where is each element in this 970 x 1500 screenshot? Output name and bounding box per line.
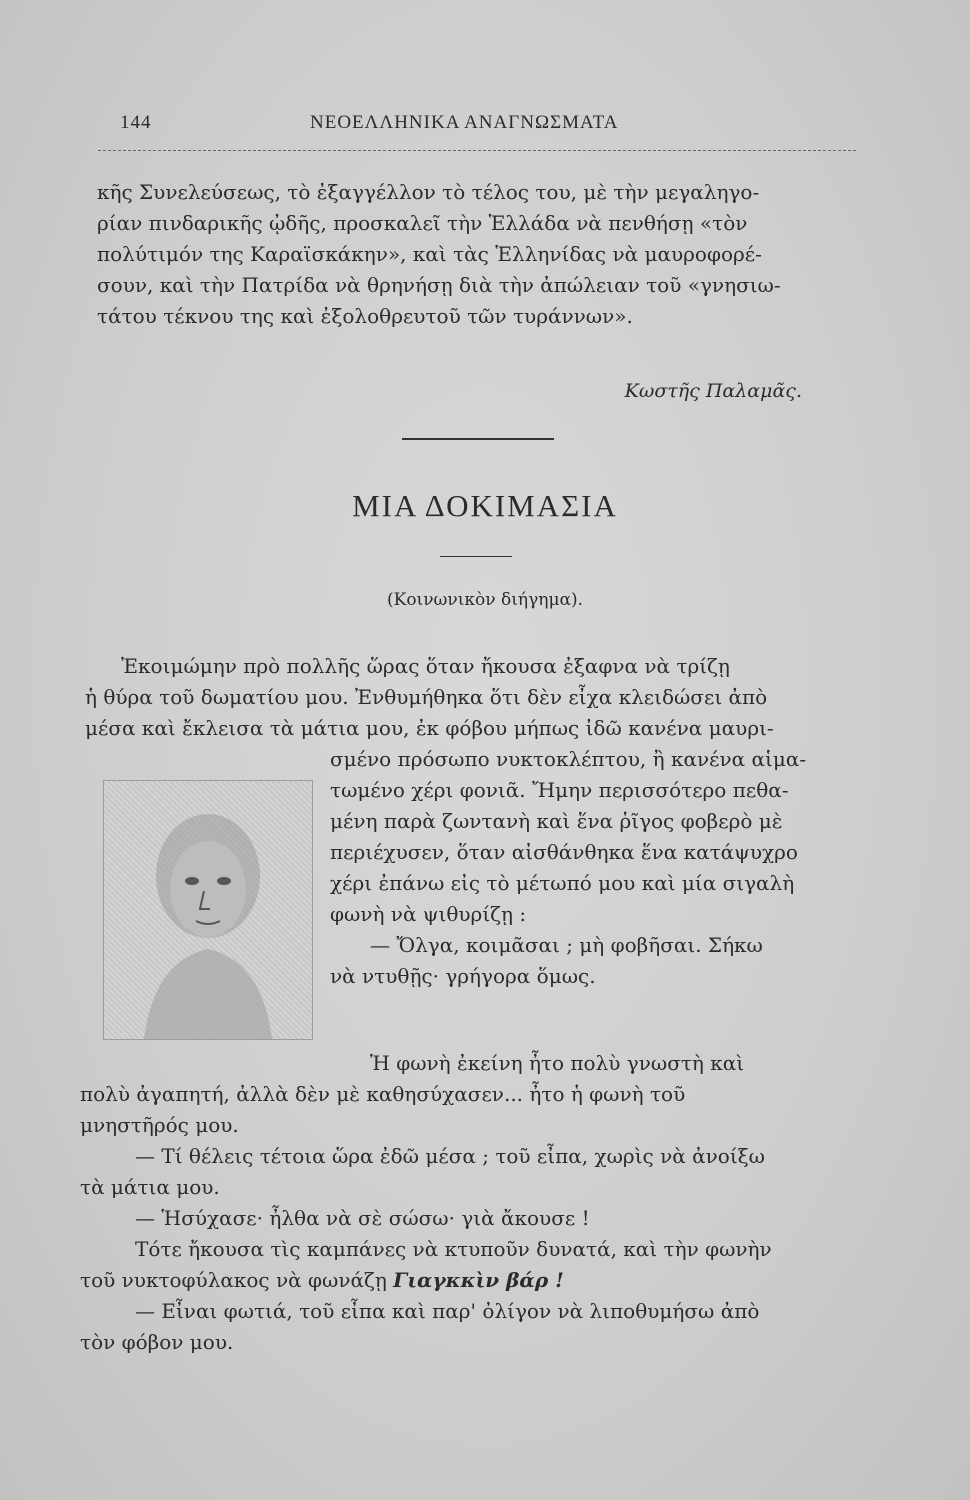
header-rule (98, 150, 856, 151)
text-line: μνηστῆρός μου. (80, 1113, 239, 1137)
text-line: πολύτιμόν της Καραϊσκάκην», καὶ τὰς Ἑλληνίδας νὰ μαυροφορέ- (97, 242, 762, 266)
text-line: νὰ ντυθῇς· γρήγορα ὅμως. (330, 964, 596, 988)
text-line: τωμένο χέρι φονιᾶ. Ἤμην περισσότερο πεθα- (330, 778, 789, 802)
text-line: — Τί θέλεις τέτοια ὥρα ἐδῶ μέσα ; τοῦ εἶπα, χωρὶς νὰ ἀνοίξω (135, 1144, 765, 1168)
paragraph-3 (80, 1048, 772, 1358)
text-line: μέσα καὶ ἔκλεισα τὰ μάτια μου, ἐκ φόβου μήπως ἰδῶ κανένα μαυρι- (85, 716, 774, 740)
story-subtitle: (Κοινωνικὸν διήγημα). (386, 590, 584, 610)
running-head: ΝΕΟΕΛΛΗΝΙΚΑ ΑΝΑΓΝΩΣΜΑΤΑ (310, 112, 619, 133)
portrait-icon (104, 781, 312, 1039)
text-line: τὸν φόβον μου. (80, 1330, 234, 1354)
text-line: κῆς Συνελεύσεως, τὸ ἐξαγγέλλον τὸ τέλος του, μὲ τὴν μεγαληγο- (97, 180, 760, 204)
text-line: ρίαν πινδαρικῆς ᾠδῆς, προσκαλεῖ τὴν Ἑλλάδα νὰ πενθήσῃ «τὸν (97, 211, 748, 235)
text-line: — Εἶναι φωτιά, τοῦ εἶπα καὶ παρ' ὀλίγον νὰ λιποθυμήσω ἀπὸ (135, 1299, 760, 1323)
text-line: σουν, καὶ τὴν Πατρίδα νὰ θρηνήσῃ διὰ τὴν ἀπώλειαν τοῦ «γνησιω- (97, 273, 781, 297)
text-line: Τότε ἤκουσα τὶς καμπάνες νὰ κτυποῦν δυνατά, καὶ τὴν φωνὴν (135, 1237, 772, 1261)
author-signature: Κωστῆς Παλαμᾶς. (624, 380, 802, 402)
text-line (80, 1265, 772, 1296)
text-line: φωνὴ νὰ ψιθυρίζῃ : (330, 902, 527, 926)
text-line: περιέχυσεν, ὅταν αἰσθάνθηκα ἕνα κατάψυχρο (330, 840, 798, 864)
text-line: — Ὄλγα, κοιμᾶσαι ; μὴ φοβῆσαι. Σήκω (370, 933, 763, 957)
story-title: ΜΙΑ ΔΟΚΙΜΑΣΙΑ (352, 488, 618, 523)
section-divider (402, 438, 554, 440)
text-line: τάτου τέκνου της καὶ ἐξολοθρευτοῦ τῶν τυράννων». (97, 304, 633, 328)
paragraph-1 (97, 177, 867, 332)
page-number: 144 (120, 112, 152, 133)
text-line: ἡ θύρα τοῦ δωματίου μου. Ἐνθυμήθηκα ὅτι δὲν εἶχα κλειδώσει ἀπὸ (85, 685, 768, 709)
text-line: χέρι ἐπάνω εἰς τὸ μέτωπό μου καὶ μία σιγαλὴ (330, 871, 795, 895)
portrait-illustration (103, 780, 313, 1040)
text-line: σμένο πρόσωπο νυκτοκλέπτου, ἢ κανένα αἱμα- (330, 747, 807, 771)
paragraph-2 (85, 651, 774, 744)
text-line: μένη παρὰ ζωντανὴ καὶ ἕνα ῥῖγος φοβερὸ μὲ (330, 809, 783, 833)
text-line: τὰ μάτια μου. (80, 1175, 220, 1199)
text-line: πολὺ ἀγαπητή, ἀλλὰ δὲν μὲ καθησύχασεν... ἦτο ἡ φωνὴ τοῦ (80, 1082, 686, 1106)
wrapped-text (330, 744, 806, 992)
text-line: — Ἡσύχασε· ἦλθα νὰ σὲ σώσω· γιὰ ἄκουσε ! (135, 1206, 590, 1230)
page-header (120, 112, 855, 142)
text-line: Ἐκοιμώμην πρὸ πολλῆς ὥρας ὅταν ἤκουσα ἐξαφνα νὰ τρίζῃ (121, 654, 730, 678)
text-span: τοῦ νυκτοφύλακος νὰ φωνάζῃ (80, 1268, 394, 1292)
emphasized-text: Γιαγκκὶν βάρ ! (393, 1268, 564, 1292)
title-rule (440, 556, 512, 557)
text-line: Ἡ φωνὴ ἐκείνη ἦτο πολὺ γνωστὴ καὶ (370, 1051, 745, 1075)
